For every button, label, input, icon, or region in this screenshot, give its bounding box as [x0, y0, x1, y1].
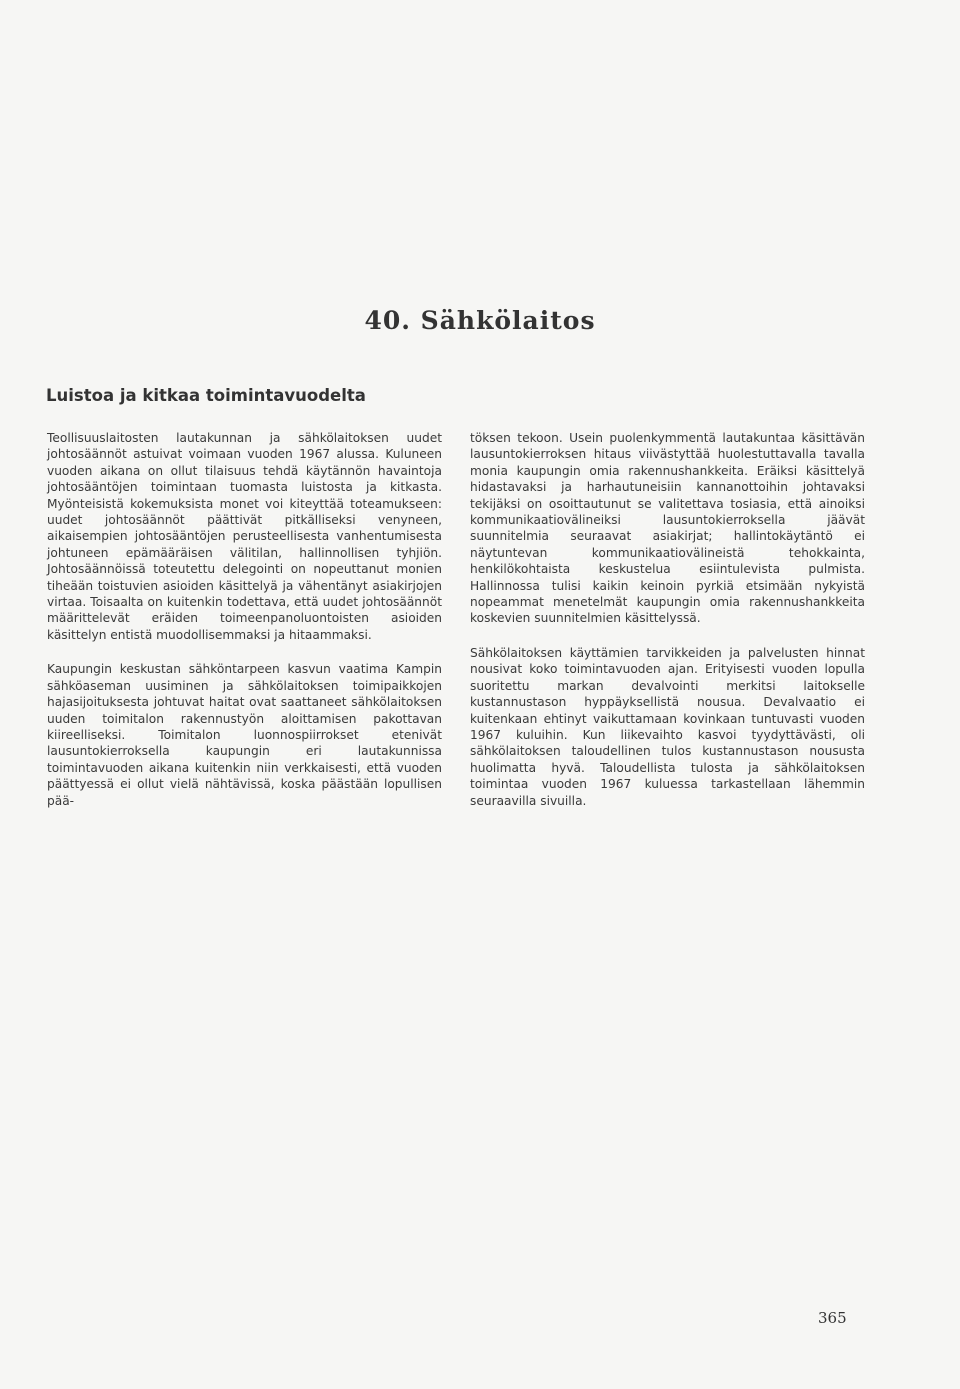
section-heading: Luistoa ja kitkaa toimintavuodelta	[46, 386, 366, 405]
left-paragraph-2: Kaupungin keskustan sähköntarpeen kasvun vaatima Kampin sähköaseman uusiminen ja sähkölaitoksen toimipaikkojen hajasijoituksesta johtuvat haitat ovat saattaneet sähkölaitoksen uuden toimitalon rakennustyön aloittamisen pakottavan kiireelliseksi. Toimitalon luonnospiirrokset etenivät lausuntokierroksella kaupungin eri lautakunnissa toimintavuoden aikana kuitenkin niin verkkaisesti, että vuoden päättyessä ei ollut vielä nähtävissä, koska päästään lopullisen pää-	[47, 662, 442, 808]
left-paragraph-1: Teollisuuslaitosten lautakunnan ja sähkölaitoksen uudet johtosäännöt astuivat voimaan vuoden 1967 alussa. Kuluneen vuoden aikana on ollut tilaisuus tehdä käytännön havaintoja johtosääntöjen toimintaan tuomasta luistosta ja kitkasta. Myönteisistä kokemuksista monet voi kiteyttää toteamukseen: uudet johtosäännöt päättivät pitkälliseksi venyneen, aikaisempien johtosääntöjen perusteellisesta vanhentumisesta johtuneen epämääräisen välitilan, hallinnollisen tyhjiön. Johtosäännöissä toteutettu delegointi on nopeuttanut monien tiheään toistuvien asioiden käsittelyä ja vähentänyt asiakirjojen virtaa. Toisaalta on kuitenkin todettava, että uudet johtosäännöt määrittelevät eräiden toimeenpanoluontoisten asioiden käsittelyn entistä muodollisemmaksi ja hitaammaksi.	[47, 431, 442, 642]
left-column	[47, 430, 442, 827]
page-number: 365	[818, 1309, 847, 1327]
chapter-title: 40. Sähkölaitos	[364, 306, 596, 335]
right-paragraph-1: töksen tekoon. Usein puolenkymmentä lautakuntaa käsittävän lausuntokierroksen hitaus viivästyttää huolestuttavalla tavalla monia kaupungin omia rakennushankkeita. Eräiksi käsittelyä hidastavaksi ja harhautuneisiin kannanottoihin johtavaksi tekijäksi on osoittautunut se valitettava tosiasia, että ainoiksi kommunikaatiovälineiksi lausuntokierroksella jäävät suunnitelmia seuraavat asiakirjat; hallintokäytäntö ei näytuntevan kommunikaatiovälineistä tehokkainta, henkilökohtaista keskustelua esiintulevista pulmista. Hallinnossa tulisi kaikin keinoin pyrkiä etsimään nykyistä nopeammat menetelmät kaupungin omia rakennushankkeita koskevien suunnitelmien käsittelyssä.	[470, 431, 865, 626]
right-column	[470, 430, 865, 827]
right-paragraph-2: Sähkölaitoksen käyttämien tarvikkeiden ja palvelusten hinnat nousivat koko toimintavuoden ajan. Erityisesti vuoden lopulla suoritettu markan devalvointi merkitsi laitokselle kustannustason hyppäyksellistä nousua. Devalvaatio ei kuitenkaan ehtinyt vaikuttamaan kovinkaan tuntuvasti vuoden 1967 kuluihin. Kun liikevaihto kasvoi tyydyttävästi, oli sähkölaitoksen taloudellinen tulos kustannustason noususta huolimatta hyvä. Taloudellista tulosta ja sähkölaitoksen toimintaa vuoden 1967 kuluessa tarkastellaan lähemmin seuraavilla sivuilla.	[470, 645, 865, 808]
